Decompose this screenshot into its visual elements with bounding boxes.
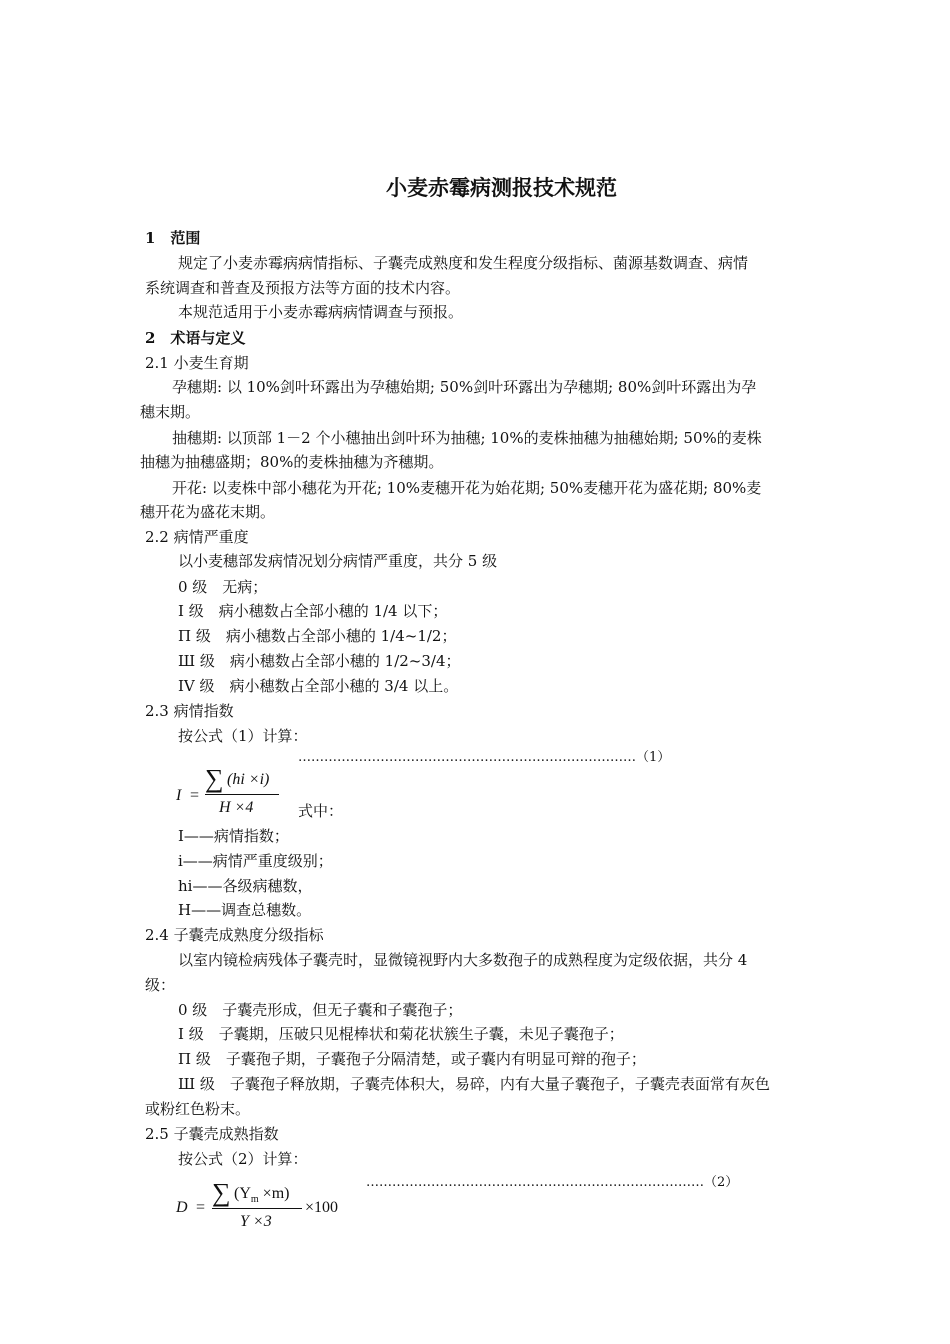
severity-level-2: Π 级 病小穗数占全部小穗的 1/4~1/2； — [178, 627, 457, 645]
where-label: 式中： — [298, 802, 344, 820]
formula-1-fraction-bar — [205, 794, 279, 795]
maturity-level-3-line-2: 或粉红色粉末。 — [145, 1100, 251, 1118]
section-2-2-heading: 2.2 病情严重度 — [145, 528, 249, 546]
section-1-heading: 1 范围 — [145, 229, 201, 247]
section-2-heading: 2 术语与定义 — [145, 329, 246, 347]
booting-stage-line-2: 穗末期。 — [140, 403, 201, 421]
formula-2-equals: = — [196, 1199, 206, 1216]
def-H: H——调查总穗数。 — [178, 901, 312, 919]
formula-2-numerator: $(Y_m \times m)$ — [234, 1185, 290, 1206]
maturity-intro-line-2: 级： — [145, 976, 176, 994]
formula-1-lhs: I — [176, 787, 182, 804]
booting-stage-line-1: 孕穗期: 以 10%剑叶环露出为孕穗始期; 50%剑叶环露出为孕穗期; 80%剑叶环露出为孕 — [172, 378, 757, 396]
formula-2-multiplier: ×100 — [305, 1199, 339, 1216]
maturity-level-3-line-1: Ш 级 子囊孢子释放期，子囊壳体积大，易碎，内有大量子囊孢子，子囊壳表面常有灰色 — [178, 1075, 770, 1093]
def-I: I——病情指数； — [178, 827, 289, 845]
formula-1-denominator: H ×4 — [219, 799, 254, 816]
formula-2-sigma: ∑ — [212, 1178, 231, 1207]
formula-2-denominator: Y ×3 — [240, 1213, 272, 1230]
severity-level-1: I 级 病小穗数占全部小穗的 1/4 以下； — [178, 602, 448, 620]
section-2-1-heading: 2.1 小麦生育期 — [145, 354, 249, 372]
maturity-level-1: I 级 子囊期，压破只见棍棒状和菊花状簇生子囊，未见子囊孢子； — [178, 1025, 624, 1043]
heading-stage-line-2: 抽穗为抽穗盛期；80%的麦株抽穗为齐穗期。 — [140, 453, 444, 471]
formula-1-equals: = — [190, 787, 200, 804]
section-2-4-heading: 2.4 子囊壳成熟度分级指标 — [145, 926, 324, 944]
maturity-level-2: Π 级 子囊孢子期，子囊孢子分隔清楚，或子囊内有明显可辩的孢子； — [178, 1050, 646, 1068]
s1-paragraph-2: 本规范适用于小麦赤霉病病情调查与预报。 — [178, 303, 464, 321]
def-hi: hi——各级病穗数， — [178, 877, 313, 895]
formula-1-intro: 按公式（1）计算： — [178, 727, 308, 745]
heading-stage-line-1: 抽穗期: 以顶部 1－2 个小穗抽出剑叶环为抽穗; 10%的麦株抽穗为抽穗始期; 50%的麦株 — [172, 429, 762, 447]
severity-level-3: Ш 级 病小穗数占全部小穗的 1/2~3/4； — [178, 652, 461, 670]
maturity-level-0: 0 级 子囊壳形成，但无子囊和子囊孢子； — [178, 1001, 463, 1019]
formula-1-sigma: ∑ — [205, 764, 224, 793]
formula-2-lhs: D — [176, 1199, 188, 1216]
severity-level-4: IV 级 病小穗数占全部小穗的 3/4 以上。 — [178, 677, 459, 695]
page-title: 小麦赤霉病测报技术规范 — [386, 175, 617, 200]
severity-level-0: 0 级 无病； — [178, 578, 268, 596]
section-2-3-heading: 2.3 病情指数 — [145, 702, 234, 720]
formula-2-fraction-bar — [212, 1208, 302, 1209]
flowering-line-2: 穗开花为盛花末期。 — [140, 503, 276, 521]
s1-paragraph-1-line-2: 系统调查和普查及预报方法等方面的技术内容。 — [145, 279, 461, 297]
formula-1-numerator: (hi ×i) — [227, 771, 270, 788]
def-i: i——病情严重度级别； — [178, 852, 333, 870]
severity-intro: 以小麦穗部发病情况划分病情严重度，共分 5 级 — [178, 552, 498, 570]
maturity-intro-line-1: 以室内镜检病残体子囊壳时，显微镜视野内大多数孢子的成熟程度为定级依据，共分 4 — [178, 951, 748, 969]
formula-2-number: ……………………………………………………………………（2） — [366, 1175, 739, 1190]
flowering-line-1: 开花: 以麦株中部小穗花为开花; 10%麦穗开花为始花期; 50%麦穗开花为盛花期; 80%麦 — [172, 479, 762, 497]
formula-2-intro: 按公式（2）计算： — [178, 1150, 308, 1168]
section-2-5-heading: 2.5 子囊壳成熟指数 — [145, 1125, 279, 1143]
formula-1-number: ……………………………………………………………………（1） — [298, 750, 671, 765]
s1-paragraph-1-line-1: 规定了小麦赤霉病病情指标、子囊壳成熟度和发生程度分级指标、菌源基数调查、病情 — [178, 254, 749, 272]
